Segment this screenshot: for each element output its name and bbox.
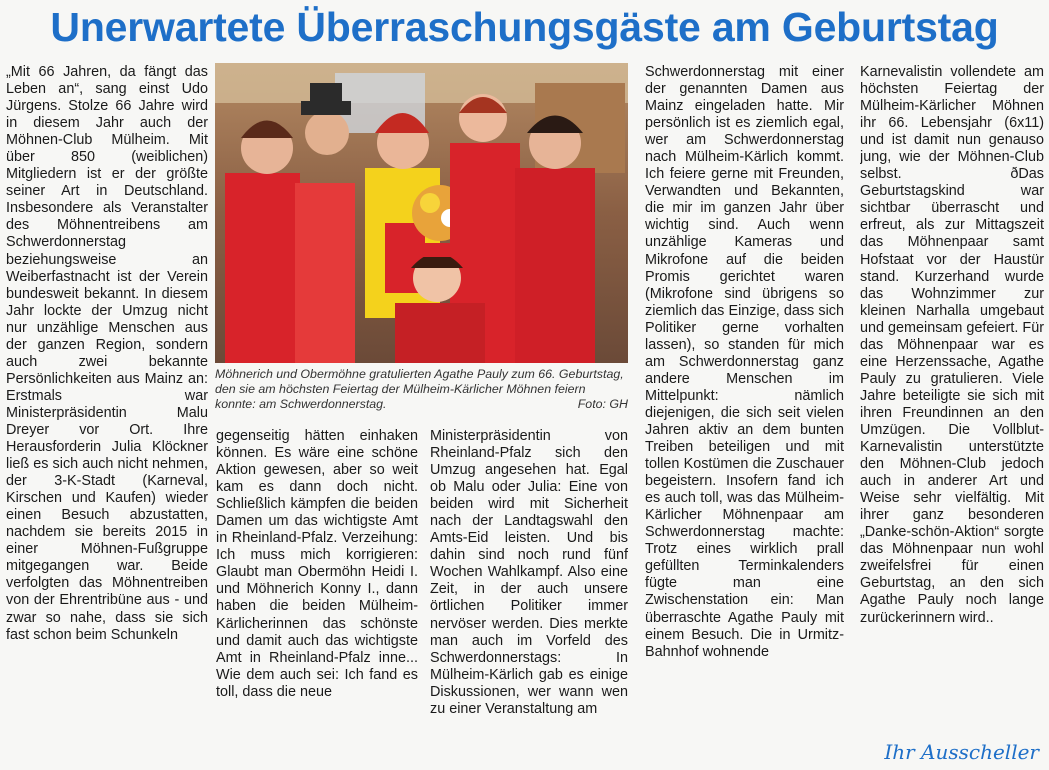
photo-caption: [215, 367, 628, 413]
column-text: „Mit 66 Jahren, da fängt das Leben an“, sang einst Udo Jürgens. Stolze 66 Jahre wird in diesem Jahr auch der Möhnen-Club Mülheim. Mit über 850 (weiblichen) Mitgliedern ist er der größte seiner Art in Deutschland. Insbesondere als Veranstalter des Möhnentreibens am Schwerdonnerstag beziehungsweise an Weiberfastnacht ist der Verein bundesweit bekannt. In diesem Jahr lockte der Umzug nicht nur unzählige Menschen aus der ganzen Region, sondern auch zwei bekannte Persönlichkeiten aus Mainz an: Erstmals war Ministerpräsidentin Malu Dreyer vor Ort. Ihre Herausforderin Julia Klöckner ließ es sich auch nicht nehmen, der 3-K-Stadt (Karneval, Kirschen und Kaufen) wieder einen Besuch abzustatten, nachdem sie bereits 2015 in einer Möhnen-Fußgruppe mitgegangen war. Beide verfolgten das Möhnentreiben von der Ehrentribüne aus - und zwar so nahe, dass sie sich fast schon beim Schunkeln: [6, 64, 208, 643]
author-signature: Ihr Ausscheller: [884, 740, 1039, 764]
column-text: Karnevalistin vollendete am höchsten Feiertag der Mülheim-Kärlicher Möhnen ihr 66. Lebensjahr (6x11) und ist damit nun genauso jung, wie der Möhnen-Club selbst. ðDas Geburtstagskind war sichtbar überrascht und erfreut, als zur Mittagszeit das Möhnenpaar samt Hofstaat vor der Haustür stand. Kurzerhand wurde das Wohnzimmer zur kleinen Narhalla umgebaut und gemeinsam gefeiert. Für das Möhnenpaar war es eine Herzenssache, Agathe Pauly zu gratulieren. Viele Jahre beteiligte sie sich mit ihren Freundinnen an den Umzügen. Die Vollblut-Karnevalistin unterstützte den Möhnen-Club jedoch auch in anderer Art und Weise sehr vielfältig. Mit ihrer ganz besonderen „Danke-schön-Aktion“ sorgte das Möhnenpaar nun wohl zweifelsfrei für einen Geburtstag, an den sich Agathe Pauly noch lange zurückerinnern wird..: [860, 64, 1044, 626]
column-text: Schwerdonnerstag mit einer der genannten Damen aus Mainz eingeladen hatte. Mir persönlich ist es ziemlich egal, wer am Schwerdonnerstag nach Mülheim-Kärlich kommt. Ich feiere gerne mit Freunden, Verwandten und Bekannten, die mir im ganzen Jahr über wichtig sind. Auch wenn unzählige Kameras und Mikrofone auf die beiden Promis gerichtet waren (Mikrofone sind übrigens so ziemlich das Einzige, dass sich Politiker gerne vorhalten lassen), so standen für mich am Schwerdonnerstag ganz andere Menschen im Mittelpunkt: nämlich diejenigen, die sich seit vielen Jahren aktiv an dem bunten Treiben beteiligen und mit tollen Kostümen die Zuschauer begeistern. Insofern fand ich es auch toll, was das Mülheim-Kärlicher Möhnenpaar am Schwerdonnerstag machte: Trotz eines wirklich prall gefüllten Terminkalenders fügte man eine Zwischenstation ein: Man überraschte Agathe Pauly mit einem Besuch. Die in Urmitz-Bahnhof wohnende: [645, 64, 844, 660]
column-text: Ministerpräsidentin von Rheinland-Pfalz sich den Umzug angesehen hat. Egal ob Malu oder Julia: Eine von beiden wird mit Sicherheit nach der Landtagswahl den Amts-Eid leisten. Und bis dahin sind noch rund fünf Wochen Wahlkampf. Also eine Zeit, in der auch unsere örtlichen Politiker immer nervöser werden. Dies merkte man auch im Vorfeld des Schwerdonnerstags: In Mülheim-Kärlich gab es einige Diskussionen, wer wann wen zu einer Veranstaltung am: [430, 428, 628, 717]
caption-text: Möhnerich und Obermöhne gratulierten Agathe Pauly zum 66. Geburtstag, den sie am höchsten Feiertag der Mülheim-Kärlicher Möhnen feiern konnte: am Schwerdonnerstag.: [215, 367, 624, 412]
article-column-4: [645, 64, 844, 768]
article-column-3: [430, 428, 628, 768]
column-text: gegenseitig hätten einhaken können. Es wäre eine schöne Aktion gewesen, aber so weit kam es dann doch nicht. Schließlich kämpfen die beiden Damen um das wichtigste Amt in Rheinland-Pfalz. Verzeihung: Ich muss mich korrigieren: Glaubt man Obermöhn Heidi I. und Möhnerich Konny I., dann haben die beiden Mülheim-Kärlicherinnen das schönste und damit auch das wichtigste Amt in Rheinland-Pfalz inne... Wie dem auch sei: Ich fand es toll, dass die neue: [216, 428, 418, 700]
article-column-1: [6, 64, 208, 768]
photo-credit: Foto: GH: [577, 397, 628, 412]
headline: Unerwartete Überraschungsgäste am Geburtstag: [50, 4, 999, 50]
article-photo: [215, 63, 628, 363]
article-column-2: [216, 428, 418, 768]
article-column-5: [860, 64, 1044, 744]
